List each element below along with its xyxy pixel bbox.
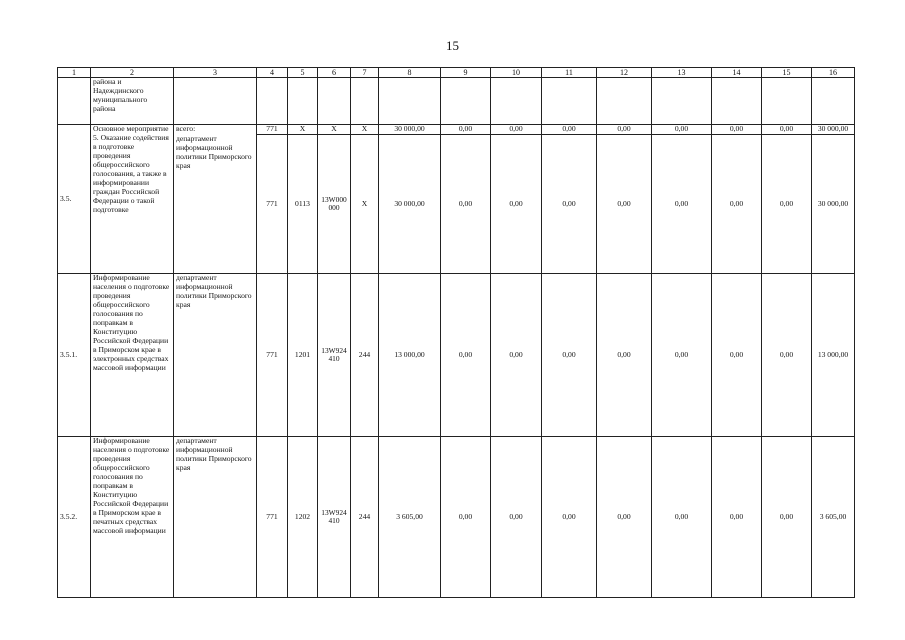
amount-cell <box>597 78 652 125</box>
amount-cell: 0,00 <box>712 274 762 437</box>
header-cell: 3 <box>174 68 257 78</box>
header-cell: 14 <box>712 68 762 78</box>
item-csr: 13W924 410 <box>318 274 351 437</box>
amount-cell <box>762 78 812 125</box>
item-csr: 13W000 000 <box>318 135 351 274</box>
item-name: района и Надеждинского муниципального района <box>91 78 174 125</box>
item-grbs: 771 <box>257 135 288 274</box>
page-number: 15 <box>446 38 459 53</box>
item-number: 3.5.2. <box>58 437 91 598</box>
amount-cell: 0,00 <box>542 437 597 598</box>
item-name: Основное мероприятие 5. Оказание содействия в подготовке проведения общероссийского голосования, а также в информировании граждан Российской Федерации о такой подготовке <box>91 125 174 274</box>
item-executor: департамент информационной политики Приморского края <box>174 437 257 598</box>
header-cell: 7 <box>351 68 379 78</box>
item-grbs <box>257 78 288 125</box>
amount-cell: 0,00 <box>491 135 542 274</box>
item-name: Информирование населения о подготовке проведения общероссийского голосования по поправкам в Конституцию Российской Федерации в Приморском крае в печатных средствах массовой информации <box>91 437 174 598</box>
amount-cell: 3 605,00 <box>379 437 441 598</box>
item-number: 3.5.1. <box>58 274 91 437</box>
table-row <box>58 78 855 125</box>
amount-cell: 0,00 <box>597 135 652 274</box>
amount-cell <box>812 78 855 125</box>
amount-cell: 30 000,00 <box>379 135 441 274</box>
item-csr: X <box>318 125 351 135</box>
amount-cell <box>491 78 542 125</box>
item-grbs: 771 <box>257 274 288 437</box>
item-csr <box>318 78 351 125</box>
item-executor-total: всего: <box>174 125 257 135</box>
budget-table <box>57 67 855 598</box>
item-rzpr: 1201 <box>288 274 318 437</box>
item-rzpr: 0113 <box>288 135 318 274</box>
item-vr: X <box>351 135 379 274</box>
amount-cell: 0,00 <box>491 274 542 437</box>
header-cell: 12 <box>597 68 652 78</box>
header-cell: 4 <box>257 68 288 78</box>
amount-cell: 3 605,00 <box>812 437 855 598</box>
table-row <box>58 274 855 437</box>
amount-cell <box>542 78 597 125</box>
amount-cell: 0,00 <box>441 135 491 274</box>
item-executor: департамент информационной политики Приморского края <box>174 274 257 437</box>
amount-cell: 0,00 <box>762 437 812 598</box>
header-row <box>58 68 855 78</box>
amount-cell: 0,00 <box>542 274 597 437</box>
table-row <box>58 135 855 274</box>
header-cell: 1 <box>58 68 91 78</box>
header-cell: 2 <box>91 68 174 78</box>
amount-cell: 0,00 <box>712 437 762 598</box>
amount-cell <box>652 78 712 125</box>
table-row-total <box>58 125 855 135</box>
amount-cell: 0,00 <box>762 274 812 437</box>
amount-cell: 0,00 <box>712 125 762 135</box>
item-vr: 244 <box>351 274 379 437</box>
amount-cell: 0,00 <box>491 125 542 135</box>
amount-cell: 13 000,00 <box>379 274 441 437</box>
item-vr: 244 <box>351 437 379 598</box>
amount-cell: 0,00 <box>762 135 812 274</box>
amount-cell: 0,00 <box>597 274 652 437</box>
header-cell: 5 <box>288 68 318 78</box>
item-name: Информирование населения о подготовке проведения общероссийского голосования по поправкам в Конституцию Российской Федерации в Приморском крае в электронных средствах массовой информации <box>91 274 174 437</box>
amount-cell: 0,00 <box>762 125 812 135</box>
item-rzpr <box>288 78 318 125</box>
amount-cell <box>441 78 491 125</box>
header-cell: 9 <box>441 68 491 78</box>
amount-cell: 30 000,00 <box>812 135 855 274</box>
table-row <box>58 437 855 598</box>
header-cell: 11 <box>542 68 597 78</box>
amount-cell: 30 000,00 <box>812 125 855 135</box>
header-cell: 15 <box>762 68 812 78</box>
item-csr: 13W924 410 <box>318 437 351 598</box>
amount-cell: 0,00 <box>441 125 491 135</box>
amount-cell: 0,00 <box>652 274 712 437</box>
amount-cell: 0,00 <box>542 135 597 274</box>
amount-cell: 0,00 <box>652 437 712 598</box>
item-rzpr: 1202 <box>288 437 318 598</box>
item-executor: департамент информационной политики Приморского края <box>174 135 257 274</box>
amount-cell: 0,00 <box>491 437 542 598</box>
amount-cell: 0,00 <box>542 125 597 135</box>
item-executor <box>174 78 257 125</box>
amount-cell <box>712 78 762 125</box>
header-cell: 6 <box>318 68 351 78</box>
header-cell: 10 <box>491 68 542 78</box>
amount-cell: 0,00 <box>441 274 491 437</box>
item-vr <box>351 78 379 125</box>
header-cell: 16 <box>812 68 855 78</box>
header-cell: 8 <box>379 68 441 78</box>
amount-cell: 0,00 <box>597 125 652 135</box>
amount-cell: 0,00 <box>652 125 712 135</box>
item-grbs: 771 <box>257 437 288 598</box>
header-cell: 13 <box>652 68 712 78</box>
amount-cell: 0,00 <box>652 135 712 274</box>
item-rzpr: X <box>288 125 318 135</box>
amount-cell: 30 000,00 <box>379 125 441 135</box>
amount-cell <box>379 78 441 125</box>
amount-cell: 13 000,00 <box>812 274 855 437</box>
item-vr: X <box>351 125 379 135</box>
item-number: 3.5. <box>58 125 91 274</box>
amount-cell: 0,00 <box>441 437 491 598</box>
item-grbs: 771 <box>257 125 288 135</box>
amount-cell: 0,00 <box>712 135 762 274</box>
amount-cell: 0,00 <box>597 437 652 598</box>
item-number <box>58 78 91 125</box>
